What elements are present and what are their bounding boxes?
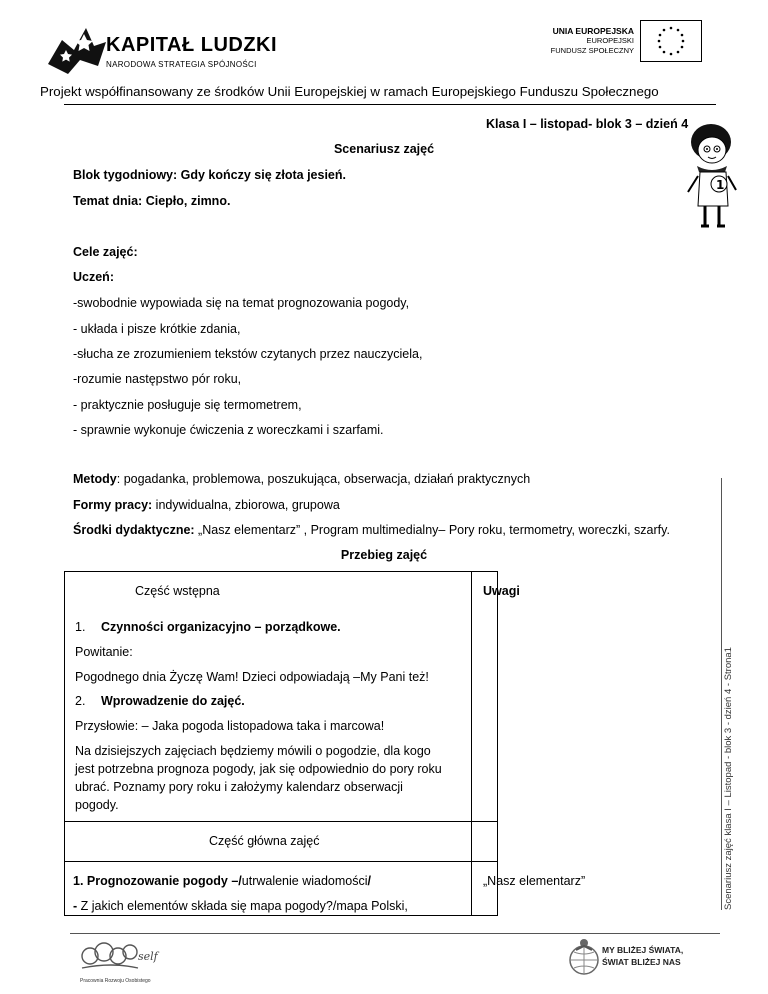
goal-item: - sprawnie wykonuje ćwiczenia z woreczkami i szarfami. (73, 423, 384, 437)
methods-label: Metody (73, 472, 117, 486)
footer-logo-caption: Pracownia Rozwoju Osobistego (80, 978, 151, 984)
intro-paragraph-line: jest potrzebna prognoza pogody, jak się odpowiednio do pory roku (75, 762, 442, 776)
methods-line (73, 472, 530, 486)
main-question-dash: - (73, 899, 81, 913)
weekly-block-value: : Gdy kończy się złota jesień. (173, 168, 346, 182)
item1-title: Czynności organizacyjno – porządkowe. (101, 620, 341, 634)
intro-paragraph-line: Na dzisiejszych zajęciach będziemy mówili o pogodzie, dla kogo (75, 744, 431, 758)
item1-number: 1. (75, 620, 86, 634)
main-section-heading: Część główna zajęć (209, 834, 320, 848)
item2-number: 2. (75, 694, 86, 708)
main-item-1 (73, 874, 371, 888)
topic-label: Temat dnia: (73, 194, 143, 208)
lesson-table (64, 571, 586, 916)
aids-line (73, 523, 670, 537)
intro-paragraph-line: ubrać. Poznamy pory roku i założymy kalendarz obserwacji (75, 780, 403, 794)
remarks-heading: Uwagi (483, 584, 520, 598)
side-divider (721, 478, 722, 910)
goal-item: -słucha ze zrozumieniem tekstów czytanych przez nauczyciela, (73, 347, 423, 361)
motto (602, 944, 683, 968)
logo-subtitle: NARODOWA STRATEGIA SPÓJNOŚCI (106, 60, 257, 69)
logo-title: KAPITAŁ LUDZKI (106, 34, 278, 56)
intro-paragraph-line: pogody. (75, 798, 119, 812)
svg-text:self: self (138, 950, 158, 963)
intro-section-heading: Część wstępna (135, 584, 220, 598)
table-row-divider (65, 821, 497, 822)
motto-line-1: MY BLIŻEJ ŚWIATA, (602, 945, 684, 955)
scenario-title: Scenariusz zajęć (333, 142, 435, 156)
table-column-divider (471, 572, 472, 915)
goal-item: - praktycznie posługuje się termometrem, (73, 398, 302, 412)
forms-line (73, 498, 340, 512)
forms-label: Formy pracy: (73, 498, 153, 512)
eu-text-block (510, 26, 634, 56)
svg-text:1: 1 (716, 178, 725, 192)
goal-item: -swobodnie wypowiada się na temat prognozowania pogody, (73, 296, 410, 310)
aids-label: Środki dydaktyczne: (73, 523, 195, 537)
eu-flag-icon (640, 20, 702, 62)
greeting-text: Pogodnego dnia Życzę Wam! Dzieci odpowiadają –My Pani też! (75, 670, 429, 684)
aids-value: „Nasz elementarz” , Program multimedialny– Pory roku, termometry, woreczki, szarfy. (194, 523, 670, 537)
goal-item: - układa i pisze krótkie zdania, (73, 322, 241, 336)
motto-line-2: ŚWIAT BLIŻEJ NAS (602, 957, 681, 967)
methods-value: : pogadanka, problemowa, poszukująca, obserwacja, działań praktycznych (116, 472, 531, 486)
goals-heading: Cele zajęć: (73, 245, 138, 259)
greeting-label: Powitanie: (75, 645, 133, 659)
topic-line (73, 194, 230, 208)
forms-value: indywidualna, zbiorowa, grupowa (152, 498, 340, 512)
header-divider (64, 104, 716, 105)
topic-value: Ciepło, zimno. (142, 194, 231, 208)
main-item-end: / (367, 874, 372, 888)
weekly-block-line (73, 168, 346, 182)
main-item-title: 1. Prognozowanie pogody –/ (73, 874, 242, 888)
proverb: Przysłowie: – Jaka pogoda listopadowa taka i marcowa! (75, 719, 385, 733)
weekly-block-label: Blok tygodniowy (73, 168, 173, 182)
eu-line-3: FUNDUSZ SPOŁECZNY (550, 46, 634, 55)
class-label: Klasa I – listopad- blok 3 – dzień 4 (486, 117, 689, 131)
side-footer-text: Scenariusz zajęć klasa I – Listopad - blok 3 - dzień 4 - Strona1 (723, 647, 734, 910)
mascot-girl-icon (683, 120, 741, 232)
footer-divider (70, 933, 720, 934)
course-heading: Przebieg zajęć (340, 548, 428, 562)
eu-line-1: UNIA EUROPEJSKA (552, 26, 634, 36)
table-row-divider (65, 861, 497, 862)
globe-icon (566, 938, 602, 978)
eu-line-2: EUROPEJSKI (586, 36, 634, 45)
kapital-ludzki-logo-icon (40, 20, 112, 80)
main-item-note: utrwalenie wiadomości (241, 874, 368, 888)
main-question-text: Z jakich elementów składa się mapa pogody?/mapa Polski, (80, 899, 408, 913)
project-line: Projekt współfinansowany ze środków Unii Europejskiej w ramach Europejskiego Funduszu Społecznego (40, 84, 659, 99)
remark-textbook: „Nasz elementarz” (483, 874, 586, 888)
item2-title: Wprowadzenie do zajęć. (101, 694, 245, 708)
pupil-heading: Uczeń: (73, 270, 114, 284)
main-question (73, 899, 408, 913)
goal-item: -rozumie następstwo pór roku, (73, 372, 242, 386)
